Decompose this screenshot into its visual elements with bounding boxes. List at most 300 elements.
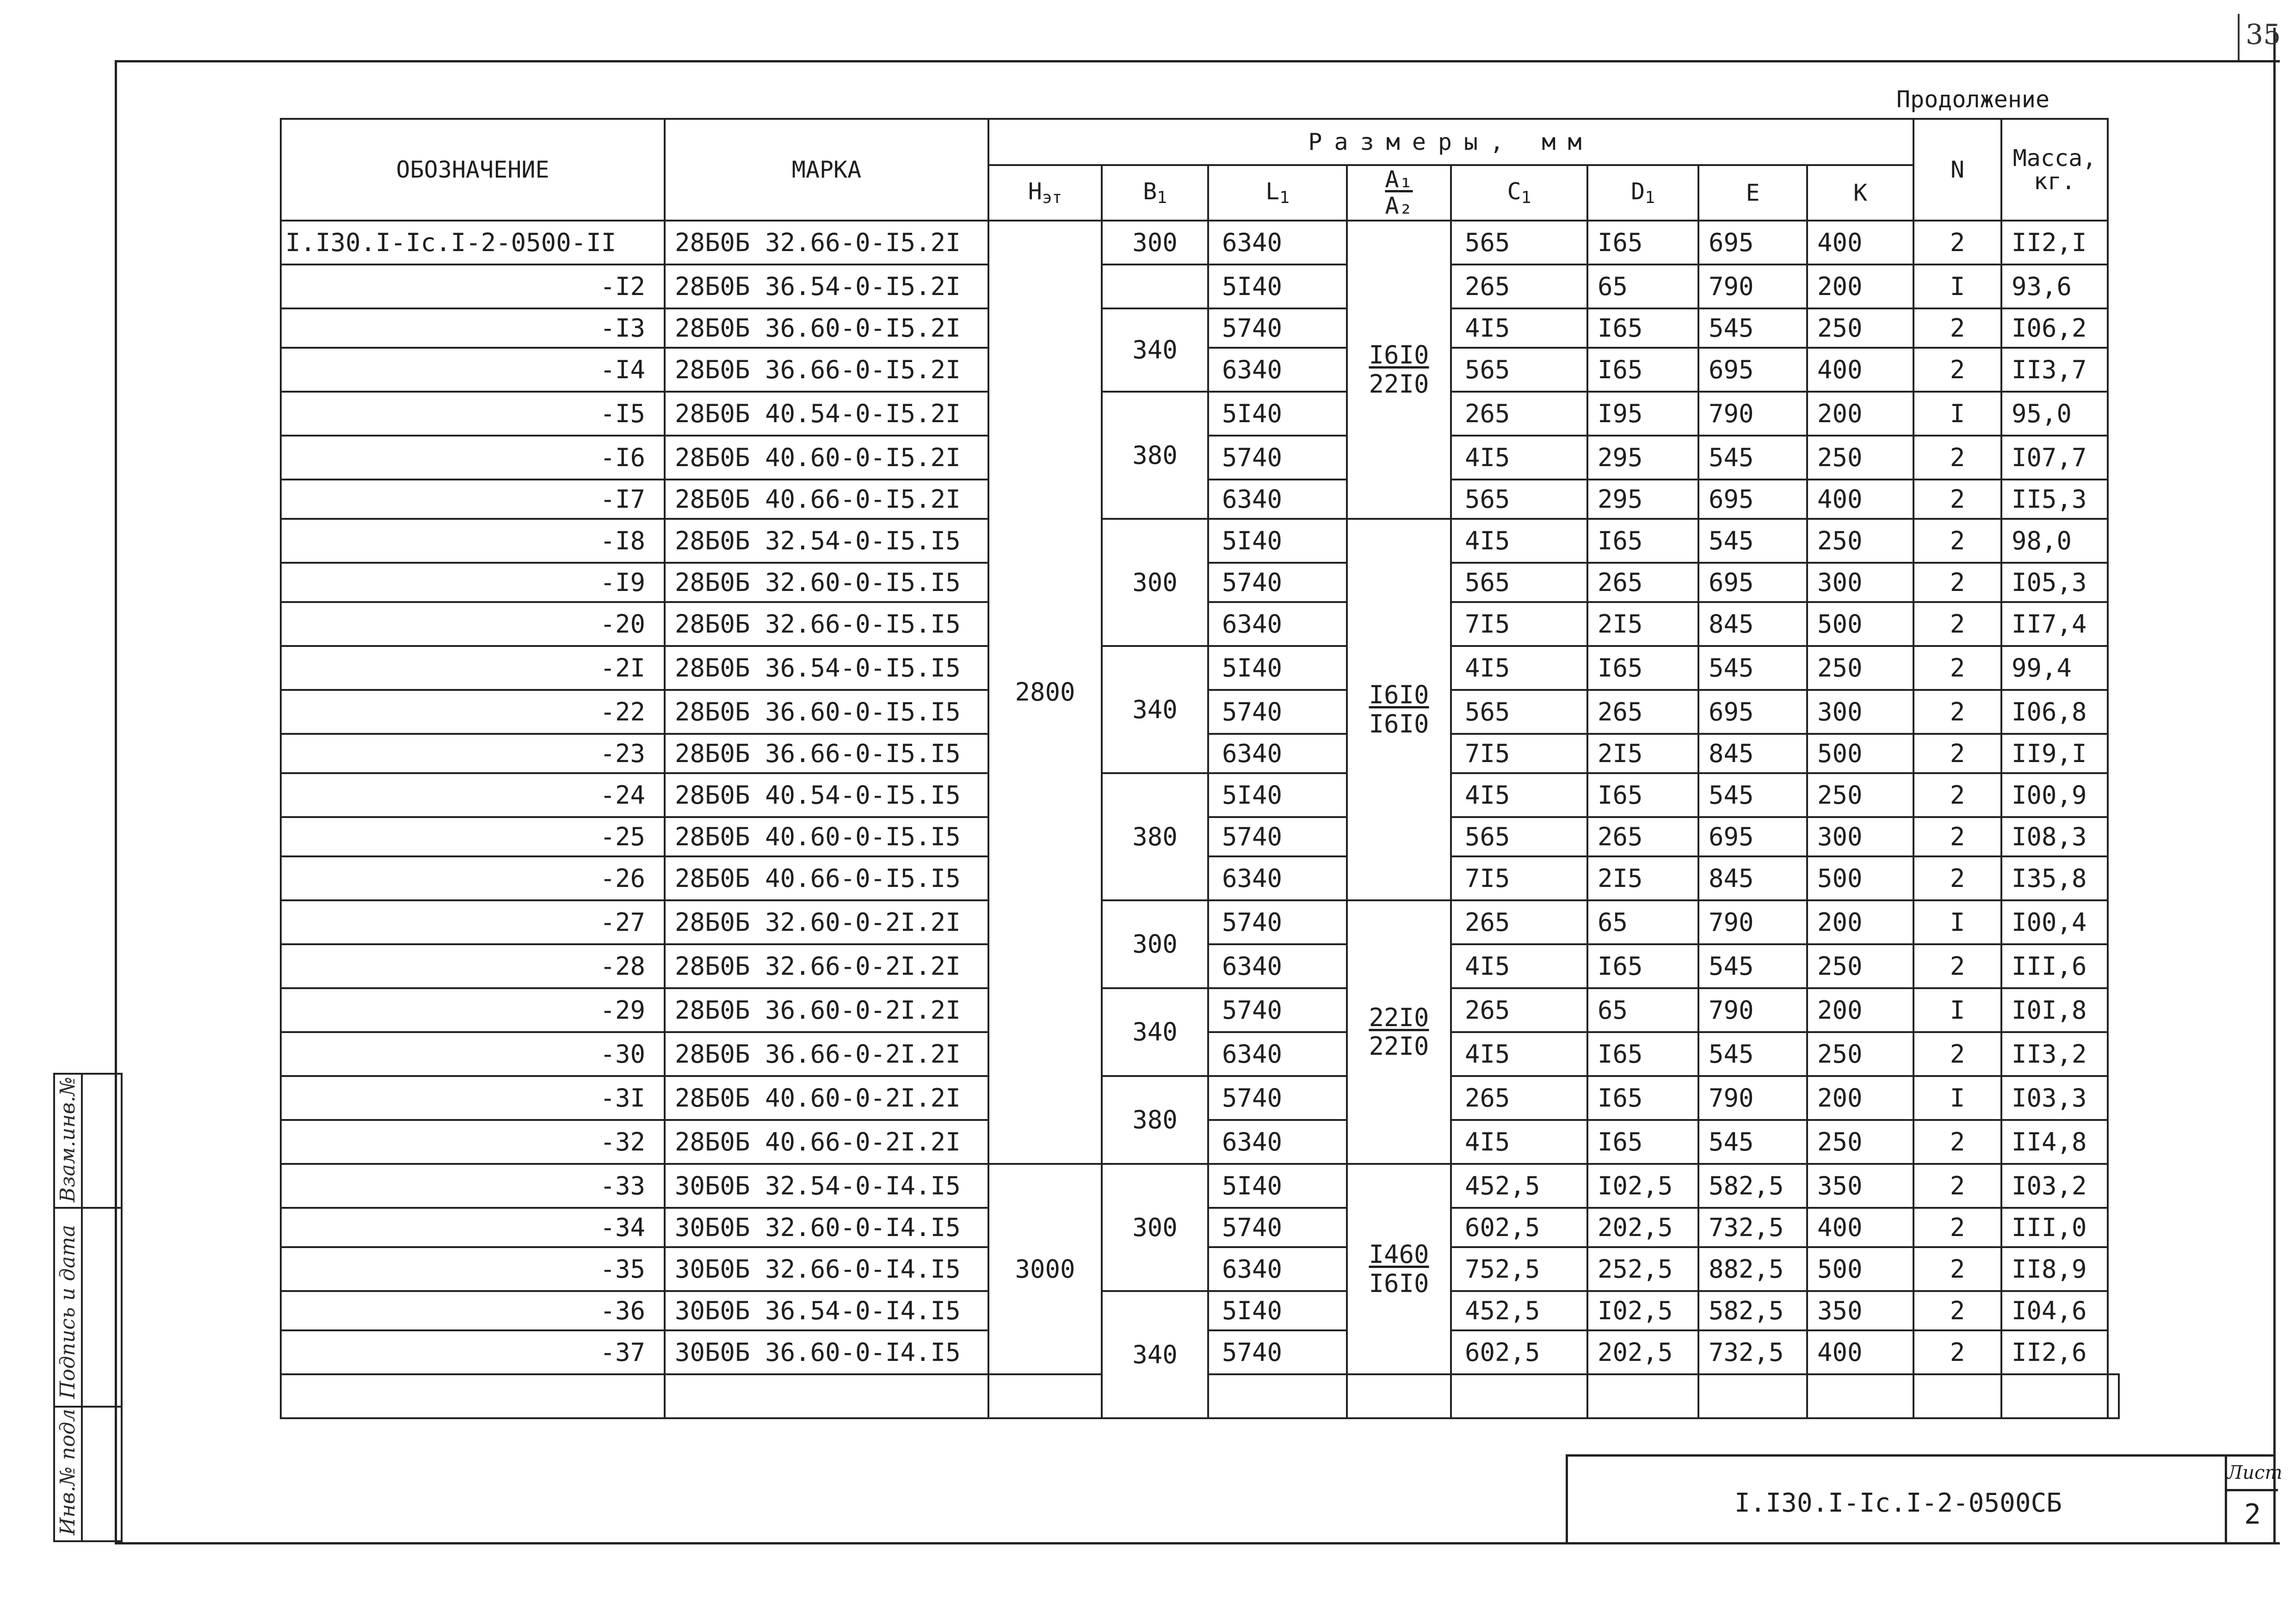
k-cell: 200 [1807, 392, 1913, 436]
n-cell: I [1913, 1076, 2001, 1120]
designation-cell: -36 [281, 1291, 665, 1330]
d1-cell: 252,5 [1587, 1247, 1698, 1291]
e-cell: 545 [1698, 773, 1807, 817]
designation-cell: -37 [281, 1330, 665, 1374]
n-cell: I [1913, 900, 2001, 944]
c1-cell: 4I5 [1451, 773, 1587, 817]
d1-cell: I65 [1587, 1076, 1698, 1120]
n-cell: I [1913, 392, 2001, 436]
designation-cell: -I8 [281, 519, 665, 563]
c1-cell: 4I5 [1451, 1032, 1587, 1076]
mass-cell: II9,I [2001, 734, 2108, 773]
n-cell: 2 [1913, 1291, 2001, 1330]
l1-cell: 5740 [1208, 563, 1347, 602]
mass-cell: III,6 [2001, 944, 2108, 988]
mass-cell: I04,6 [2001, 1291, 2108, 1330]
c1-cell: 565 [1451, 348, 1587, 392]
mark-cell: 28Б0Б 40.66-0-I5.I5 [665, 856, 988, 900]
designation-cell: -2I [281, 646, 665, 690]
d1-cell: I95 [1587, 392, 1698, 436]
c1-cell [1587, 1374, 1698, 1418]
b1-cell: 380 [1102, 773, 1208, 900]
e-cell [1807, 1374, 1913, 1418]
k-cell: 400 [1807, 348, 1913, 392]
mark-cell [665, 1374, 988, 1418]
mark-cell: 28Б0Б 36.66-0-2I.2I [665, 1032, 988, 1076]
k-cell: 300 [1807, 817, 1913, 856]
l1-cell: 6340 [1208, 1120, 1347, 1164]
mass-cell: 99,4 [2001, 646, 2108, 690]
d1-cell: 265 [1587, 817, 1698, 856]
designation-cell: -I4 [281, 348, 665, 392]
h-et-cell: 3000 [988, 1164, 1102, 1374]
mark-cell: 28Б0Б 36.54-0-I5.2I [665, 265, 988, 308]
designation-cell: -25 [281, 817, 665, 856]
mass-cell: I08,3 [2001, 817, 2108, 856]
mass-cell: I0I,8 [2001, 988, 2108, 1032]
c1-cell: 4I5 [1451, 646, 1587, 690]
k-cell: 250 [1807, 773, 1913, 817]
d1-cell: 295 [1587, 436, 1698, 480]
sheet-label: Лист [2227, 1457, 2278, 1491]
side-inv-orig: Инв.№ подл [56, 1409, 80, 1535]
table-row [281, 519, 2119, 563]
designation-cell: -28 [281, 944, 665, 988]
k-cell: 200 [1807, 265, 1913, 308]
c1-cell: 565 [1451, 690, 1587, 734]
e-cell: 695 [1698, 563, 1807, 602]
l1-cell: 6340 [1208, 856, 1347, 900]
d1-cell: I02,5 [1587, 1164, 1698, 1208]
k-cell: 500 [1807, 1247, 1913, 1291]
c1-cell: 265 [1451, 392, 1587, 436]
d1-cell: I65 [1587, 773, 1698, 817]
header-e: Е [1698, 165, 1807, 221]
title-block [1566, 1454, 2283, 1543]
c1-cell: 4I5 [1451, 519, 1587, 563]
corner-tick [2238, 14, 2240, 60]
k-cell: 350 [1807, 1291, 1913, 1330]
header-dimensions: Размеры, мм [988, 119, 1913, 165]
mark-cell: 28Б0Б 36.60-0-2I.2I [665, 988, 988, 1032]
designation-cell: -23 [281, 734, 665, 773]
mark-cell: 28Б0Б 40.54-0-I5.I5 [665, 773, 988, 817]
d1-cell: 265 [1587, 690, 1698, 734]
mark-cell: 30Б0Б 32.66-0-I4.I5 [665, 1247, 988, 1291]
table-row [281, 221, 2119, 265]
c1-cell: 7I5 [1451, 602, 1587, 646]
mark-cell: 28Б0Б 32.66-0-I5.2I [665, 221, 988, 265]
mark-cell: 28Б0Б 32.54-0-I5.I5 [665, 519, 988, 563]
k-cell: 400 [1807, 1330, 1913, 1374]
l1-cell: 5740 [1208, 308, 1347, 348]
n-cell: 2 [1913, 1330, 2001, 1374]
mark-cell: 28Б0Б 40.60-0-2I.2I [665, 1076, 988, 1120]
designation-cell: -34 [281, 1208, 665, 1247]
designation-cell: -29 [281, 988, 665, 1032]
mark-cell: 28Б0Б 32.60-0-I5.I5 [665, 563, 988, 602]
mark-cell: 28Б0Б 36.60-0-I5.2I [665, 308, 988, 348]
mass-cell: II3,2 [2001, 1032, 2108, 1076]
n-cell: 2 [1913, 1032, 2001, 1076]
mass-cell: I00,4 [2001, 900, 2108, 944]
c1-cell: 4I5 [1451, 1120, 1587, 1164]
mass-cell: II4,8 [2001, 1120, 2108, 1164]
table-row [281, 265, 2119, 308]
mark-cell: 28Б0Б 36.66-0-I5.2I [665, 348, 988, 392]
n-cell: I [1913, 988, 2001, 1032]
mass-cell: II7,4 [2001, 602, 2108, 646]
l1-cell: 5I40 [1208, 265, 1347, 308]
sheet-cell [2225, 1457, 2283, 1543]
k-cell: 500 [1807, 734, 1913, 773]
mark-cell: 28Б0Б 36.54-0-I5.I5 [665, 646, 988, 690]
e-cell: 695 [1698, 817, 1807, 856]
a-ratio-cell [1451, 1374, 1587, 1418]
d1-cell: 202,5 [1587, 1208, 1698, 1247]
c1-cell: 265 [1451, 1076, 1587, 1120]
c1-cell: 7I5 [1451, 734, 1587, 773]
mark-cell: 28Б0Б 40.60-0-I5.I5 [665, 817, 988, 856]
mark-cell: 30Б0Б 32.60-0-I4.I5 [665, 1208, 988, 1247]
e-cell: 545 [1698, 1032, 1807, 1076]
n-cell: I [1913, 265, 2001, 308]
b1-cell: 380 [1102, 392, 1208, 519]
d1-cell: I02,5 [1587, 1291, 1698, 1330]
l1-cell: 6340 [1208, 1032, 1347, 1076]
h-et-cell: 2800 [988, 221, 1102, 1164]
mark-cell: 28Б0Б 36.60-0-I5.I5 [665, 690, 988, 734]
header-k: К [1807, 165, 1913, 221]
k-cell: 200 [1807, 1076, 1913, 1120]
c1-cell: 4I5 [1451, 944, 1587, 988]
k-cell: 200 [1807, 900, 1913, 944]
e-cell: 790 [1698, 265, 1807, 308]
table-row [281, 392, 2119, 436]
l1-cell [1347, 1374, 1451, 1418]
mark-cell: 30Б0Б 32.54-0-I4.I5 [665, 1164, 988, 1208]
k-cell: 500 [1807, 602, 1913, 646]
b1-cell [1102, 265, 1208, 308]
d1-cell: 65 [1587, 900, 1698, 944]
designation-cell: -27 [281, 900, 665, 944]
b1-cell: 340 [1102, 308, 1208, 392]
e-cell: 695 [1698, 690, 1807, 734]
mass-cell [2108, 1374, 2119, 1418]
b1-cell: 380 [1102, 1076, 1208, 1164]
l1-cell: 6340 [1208, 348, 1347, 392]
c1-cell: 602,5 [1451, 1208, 1587, 1247]
mass-cell: I03,2 [2001, 1164, 2108, 1208]
c1-cell: 565 [1451, 817, 1587, 856]
k-cell: 350 [1807, 1164, 1913, 1208]
c1-cell: 4I5 [1451, 308, 1587, 348]
header-n: N [1913, 119, 2001, 221]
table-row [281, 1076, 2119, 1120]
mark-cell: 28Б0Б 32.66-0-I5.I5 [665, 602, 988, 646]
designation-cell: -33 [281, 1164, 665, 1208]
k-cell: 400 [1807, 1208, 1913, 1247]
mark-cell: 28Б0Б 40.66-0-2I.2I [665, 1120, 988, 1164]
d1-cell: I65 [1587, 1032, 1698, 1076]
c1-cell: 265 [1451, 265, 1587, 308]
mass-cell: I00,9 [2001, 773, 2108, 817]
l1-cell: 6340 [1208, 944, 1347, 988]
k-cell: 300 [1807, 563, 1913, 602]
mass-cell: II2,6 [2001, 1330, 2108, 1374]
e-cell: 790 [1698, 900, 1807, 944]
b1-cell [1208, 1374, 1347, 1418]
l1-cell: 6340 [1208, 734, 1347, 773]
n-cell: 2 [1913, 1208, 2001, 1247]
d1-cell: 65 [1587, 265, 1698, 308]
header-b1: $В_1$ [1102, 165, 1208, 221]
n-cell: 2 [1913, 856, 2001, 900]
mass-cell: I07,7 [2001, 436, 2108, 480]
d1-cell: I65 [1587, 308, 1698, 348]
mass-cell: II8,9 [2001, 1247, 2108, 1291]
l1-cell: 5740 [1208, 1076, 1347, 1120]
b1-cell: 300 [1102, 519, 1208, 646]
n-cell: 2 [1913, 602, 2001, 646]
c1-cell: 4I5 [1451, 436, 1587, 480]
mark-cell: 28Б0Б 40.66-0-I5.2I [665, 480, 988, 519]
k-cell: 250 [1807, 646, 1913, 690]
l1-cell: 5I40 [1208, 392, 1347, 436]
header-c1: $С_1$ [1451, 165, 1587, 221]
mass-cell: III,0 [2001, 1208, 2108, 1247]
a-ratio-cell: $\frac{I460}{I6I0}$ [1347, 1164, 1451, 1374]
header-designation: ОБОЗНАЧЕНИЕ [281, 119, 665, 221]
k-cell [1913, 1374, 2001, 1418]
l1-cell: 5I40 [1208, 646, 1347, 690]
n-cell [2001, 1374, 2108, 1418]
l1-cell: 5740 [1208, 436, 1347, 480]
mark-cell: 28Б0Б 40.54-0-I5.2I [665, 392, 988, 436]
a-ratio-cell: $\frac{22I0}{22I0}$ [1347, 900, 1451, 1164]
n-cell: 2 [1913, 773, 2001, 817]
e-cell: 545 [1698, 308, 1807, 348]
a-ratio-cell: $\frac{I6I0}{22I0}$ [1347, 221, 1451, 519]
l1-cell: 5740 [1208, 1330, 1347, 1374]
header-h-et: $Н_{эт}$ [988, 165, 1102, 221]
d1-cell: 295 [1587, 480, 1698, 519]
d1-cell: I65 [1587, 519, 1698, 563]
n-cell: 2 [1913, 221, 2001, 265]
c1-cell: 452,5 [1451, 1291, 1587, 1330]
l1-cell: 5I40 [1208, 773, 1347, 817]
designation-cell: -24 [281, 773, 665, 817]
a-ratio-cell: $\frac{I6I0}{I6I0}$ [1347, 519, 1451, 900]
table-row [281, 773, 2119, 817]
e-cell: 790 [1698, 988, 1807, 1032]
e-cell: 732,5 [1698, 1330, 1807, 1374]
e-cell: 695 [1698, 348, 1807, 392]
table-row [281, 1164, 2119, 1208]
table-row [281, 900, 2119, 944]
e-cell: 882,5 [1698, 1247, 1807, 1291]
designation-cell [281, 1374, 665, 1418]
d1-cell: 65 [1587, 988, 1698, 1032]
l1-cell: 5I40 [1208, 519, 1347, 563]
designation-cell: -26 [281, 856, 665, 900]
designation-cell: -I3 [281, 308, 665, 348]
n-cell: 2 [1913, 690, 2001, 734]
k-cell: 500 [1807, 856, 1913, 900]
b1-cell: 300 [1102, 1164, 1208, 1291]
mark-cell: 28Б0Б 40.60-0-I5.2I [665, 436, 988, 480]
n-cell: 2 [1913, 646, 2001, 690]
frame-right-border [2273, 28, 2276, 1543]
n-cell: 2 [1913, 480, 2001, 519]
l1-cell: 6340 [1208, 602, 1347, 646]
d1-cell: I65 [1587, 1120, 1698, 1164]
designation-cell: -22 [281, 690, 665, 734]
designation-cell: -I6 [281, 436, 665, 480]
mass-cell: II5,3 [2001, 480, 2108, 519]
n-cell: 2 [1913, 817, 2001, 856]
mass-cell: II3,7 [2001, 348, 2108, 392]
mass-cell: II2,I [2001, 221, 2108, 265]
k-cell: 400 [1807, 221, 1913, 265]
l1-cell: 5740 [1208, 817, 1347, 856]
d1-cell: 202,5 [1587, 1330, 1698, 1374]
e-cell: 545 [1698, 436, 1807, 480]
e-cell: 695 [1698, 221, 1807, 265]
b1-cell: 340 [1102, 988, 1208, 1076]
l1-cell: 6340 [1208, 221, 1347, 265]
k-cell: 250 [1807, 1032, 1913, 1076]
designation-cell: -30 [281, 1032, 665, 1076]
corner-page-number: 35 [2246, 18, 2281, 51]
b1-cell: 300 [1102, 900, 1208, 988]
mass-cell: I06,8 [2001, 690, 2108, 734]
h-et-cell [988, 1374, 1102, 1418]
e-cell: 582,5 [1698, 1164, 1807, 1208]
mass-cell: I03,3 [2001, 1076, 2108, 1120]
l1-cell: 6340 [1208, 480, 1347, 519]
mark-cell: 30Б0Б 36.54-0-I4.I5 [665, 1291, 988, 1330]
mass-cell: I35,8 [2001, 856, 2108, 900]
n-cell: 2 [1913, 1120, 2001, 1164]
designation-cell: -35 [281, 1247, 665, 1291]
header-l1: $L_1$ [1208, 165, 1347, 221]
l1-cell: 5740 [1208, 900, 1347, 944]
d1-cell: 265 [1587, 563, 1698, 602]
sheet-number: 2 [2244, 1498, 2261, 1531]
document-code: I.I30.I-Ic.I-2-0500СБ [1734, 1488, 2062, 1518]
side-replace-inv: Взам.инв.№ [56, 1077, 80, 1202]
e-cell: 695 [1698, 480, 1807, 519]
n-cell: 2 [1913, 308, 2001, 348]
c1-cell: 265 [1451, 900, 1587, 944]
d1-cell [1698, 1374, 1807, 1418]
designation-cell: I.I30.I-Ic.I-2-0500-II [281, 221, 665, 265]
l1-cell: 6340 [1208, 1247, 1347, 1291]
n-cell: 2 [1913, 348, 2001, 392]
k-cell: 250 [1807, 519, 1913, 563]
header-d1: $D_1$ [1587, 165, 1698, 221]
e-cell: 790 [1698, 1076, 1807, 1120]
table-row [281, 988, 2119, 1032]
n-cell: 2 [1913, 1164, 2001, 1208]
c1-cell: 602,5 [1451, 1330, 1587, 1374]
designation-cell: -I2 [281, 265, 665, 308]
table-row [281, 1291, 2119, 1330]
e-cell: 545 [1698, 519, 1807, 563]
mass-cell: I05,3 [2001, 563, 2108, 602]
continuation-label: Продолжение [1896, 86, 2050, 113]
b1-cell: 340 [1102, 1291, 1208, 1418]
e-cell: 845 [1698, 856, 1807, 900]
n-cell: 2 [1913, 734, 2001, 773]
mass-cell: 98,0 [2001, 519, 2108, 563]
d1-cell: I65 [1587, 944, 1698, 988]
e-cell: 545 [1698, 944, 1807, 988]
designation-cell: -I5 [281, 392, 665, 436]
e-cell: 845 [1698, 602, 1807, 646]
l1-cell: 5I40 [1208, 1291, 1347, 1330]
mark-cell: 28Б0Б 36.66-0-I5.I5 [665, 734, 988, 773]
header-a-ratio: $\frac{\text{A₁}}{\text{A₂}}$ [1347, 165, 1451, 221]
c1-cell: 752,5 [1451, 1247, 1587, 1291]
designation-cell: -3I [281, 1076, 665, 1120]
table-row [281, 646, 2119, 690]
k-cell: 250 [1807, 436, 1913, 480]
k-cell: 250 [1807, 308, 1913, 348]
n-cell: 2 [1913, 563, 2001, 602]
mark-cell: 30Б0Б 36.60-0-I4.I5 [665, 1330, 988, 1374]
c1-cell: 565 [1451, 563, 1587, 602]
designation-cell: -20 [281, 602, 665, 646]
d1-cell: 2I5 [1587, 602, 1698, 646]
c1-cell: 565 [1451, 221, 1587, 265]
b1-cell: 340 [1102, 646, 1208, 773]
k-cell: 300 [1807, 690, 1913, 734]
mass-cell: 95,0 [2001, 392, 2108, 436]
c1-cell: 452,5 [1451, 1164, 1587, 1208]
e-cell: 582,5 [1698, 1291, 1807, 1330]
k-cell: 400 [1807, 480, 1913, 519]
c1-cell: 265 [1451, 988, 1587, 1032]
mark-cell: 28Б0Б 32.66-0-2I.2I [665, 944, 988, 988]
e-cell: 545 [1698, 1120, 1807, 1164]
n-cell: 2 [1913, 519, 2001, 563]
e-cell: 732,5 [1698, 1208, 1807, 1247]
d1-cell: 2I5 [1587, 856, 1698, 900]
e-cell: 545 [1698, 646, 1807, 690]
header-mass: Масса, кг. [2001, 119, 2108, 221]
side-sign-date: Подпись и дата [56, 1224, 80, 1399]
k-cell: 200 [1807, 988, 1913, 1032]
d1-cell: I65 [1587, 221, 1698, 265]
c1-cell: 565 [1451, 480, 1587, 519]
mark-cell: 28Б0Б 32.60-0-2I.2I [665, 900, 988, 944]
specification-table [280, 118, 2120, 1419]
e-cell: 845 [1698, 734, 1807, 773]
d1-cell: 2I5 [1587, 734, 1698, 773]
d1-cell: I65 [1587, 646, 1698, 690]
header-mark: МАРКА [665, 119, 988, 221]
e-cell: 790 [1698, 392, 1807, 436]
l1-cell: 5740 [1208, 1208, 1347, 1247]
l1-cell: 5I40 [1208, 1164, 1347, 1208]
k-cell: 250 [1807, 944, 1913, 988]
mass-cell: I06,2 [2001, 308, 2108, 348]
l1-cell: 5740 [1208, 690, 1347, 734]
mass-cell: 93,6 [2001, 265, 2108, 308]
designation-cell: -I9 [281, 563, 665, 602]
